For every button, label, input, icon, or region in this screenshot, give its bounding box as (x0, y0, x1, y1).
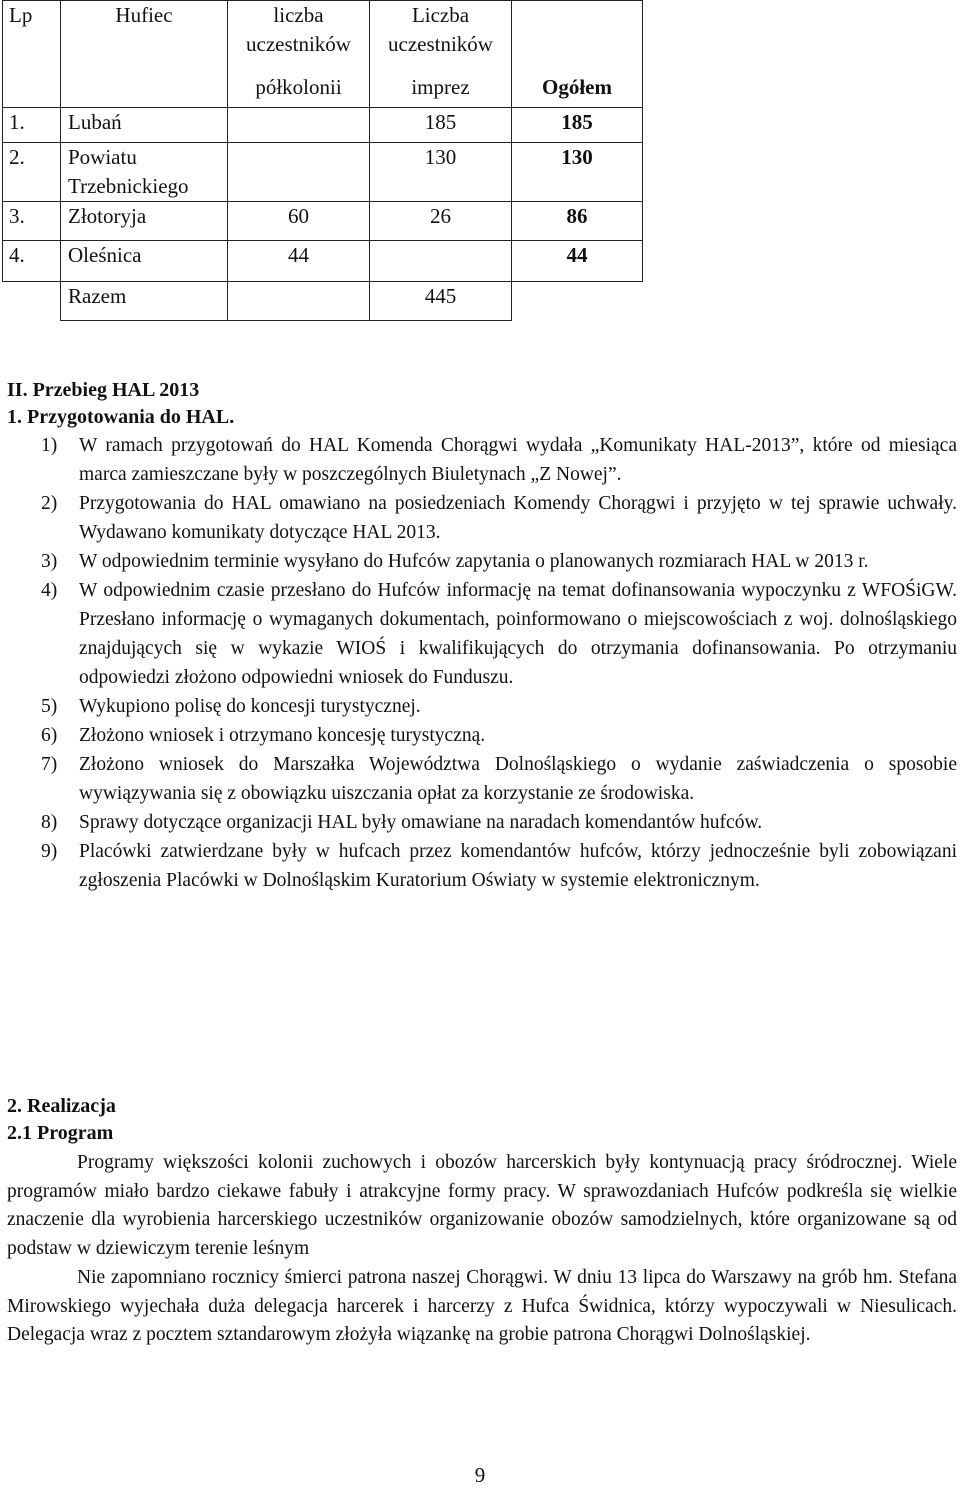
subsection-title: 2. Realizacja (7, 1095, 116, 1117)
section-title: II. Przebieg HAL 2013 (7, 379, 200, 401)
header-hufiec: Hufiec (61, 1, 228, 108)
table-row: 4. Oleśnica 44 44 (3, 241, 643, 282)
header-lp: Lp (3, 1, 61, 108)
header-imprezy: Liczba uczestników imprez (370, 1, 512, 108)
list-item: 1) W ramach przygotowań do HAL Komenda Chorągwi wydała „Komunikaty HAL-2013”, które od miesiąca marca zamieszczane były w poszczególnych Biuletynach „Z Nowej”. (41, 435, 957, 485)
participants-table (2, 0, 643, 321)
table-row: 3. Złotoryja 60 26 86 (3, 202, 643, 241)
table-total-row: Razem 445 (3, 282, 643, 321)
header-polkolonie: liczba uczestników półkolonii (228, 1, 370, 108)
list-item: 8) Sprawy dotyczące organizacji HAL były omawiane na naradach komendantów hufców. (41, 812, 763, 833)
preparation-list (7, 431, 957, 895)
list-item: 5) Wykupiono polisę do koncesji turystycznej. (41, 696, 421, 717)
table-header-row (3, 1, 643, 108)
table-row: 1. Lubań 185 185 (3, 108, 643, 143)
section-heading (7, 377, 957, 431)
list-item: 2) Przygotowania do HAL omawiano na posiedzeniach Komendy Chorągwi i przyjęto w tej sprawie uchwały. Wydawano komunikaty dotyczące HAL 2013. (41, 493, 957, 543)
realization-heading (7, 1093, 957, 1147)
header-ogolem: Ogółem (512, 1, 643, 108)
subsection-title: 1. Przygotowania do HAL. (7, 406, 235, 428)
table-row: 2. Powiatu Trzebnickiego 130 130 (3, 143, 643, 202)
list-item: 4) W odpowiednim czasie przesłano do Hufców informację na temat dofinansowania wypoczynku z WFOŚiGW. Przesłano informację o wymaganych dokumentach, poinformowano o miejscowościach z woj. dolnośląskiego znajdujących się w wykazie WIOŚ i kwalifikujących do otrzymania dofinansowania. Po otrzymaniu odpowiedzi złożono odpowiedni wniosek do Funduszu. (41, 580, 957, 688)
list-item: 7) Złożono wniosek do Marszałka Województwa Dolnośląskiego o wydanie zaświadczenia o sposobie wywiązywania się z obowiązku uiszczania opłat za korzystanie ze środowiska. (41, 754, 957, 804)
list-item: 6) Złożono wniosek i otrzymano koncesję turystyczną. (41, 725, 486, 746)
paragraph: Nie zapomniano rocznicy śmierci patrona naszej Chorągwi. W dniu 13 lipca do Warszawy na grób hm. Stefana Mirowskiego wyjechała duża delegacja harcerek i harcerzy z Hufca Świdnica, którzy wypoczywali w Niesulicach. Delegacja wraz z pocztem sztandarowym złożyła wiązankę na grobie patrona Chorągwi Dolnośląskiej. (7, 1266, 957, 1346)
paragraph: Programy większości kolonii zuchowych i obozów harcerskich były kontynuacją pracy śródrocznej. Wiele programów miało bardzo ciekawe fabuły i atrakcyjne formy pracy. W sprawozdaniach Hufców podkreśla się wielkie znaczenie dla wyrobienia harcerskiego uczestników organizowanie obozów samodzielnych, które organizowane są od podstaw w dziewiczym terenie leśnym (7, 1152, 957, 1260)
program-text (7, 1149, 957, 1350)
page-number: 9 (474, 1463, 486, 1487)
list-item: 9) Placówki zatwierdzane były w hufcach przez komendantów hufców, którzy jednocześnie byli zobowiązani zgłoszenia Placówki w Dolnośląskim Kuratorium Oświaty w systemie elektronicznym. (41, 841, 957, 891)
subsection-title: 2.1 Program (7, 1122, 114, 1144)
list-item: 3) W odpowiednim terminie wysyłano do Hufców zapytania o planowanych rozmiarach HAL w 2013 r. (41, 551, 869, 572)
